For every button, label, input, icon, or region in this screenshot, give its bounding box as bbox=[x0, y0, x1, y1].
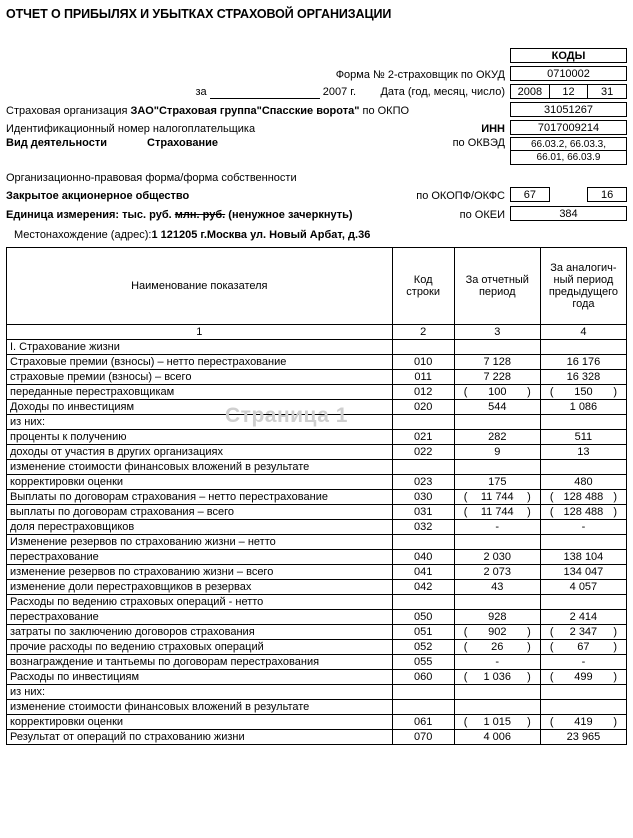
table-row bbox=[7, 475, 627, 490]
opf-label: Организационно-правовая форма/форма собственности bbox=[6, 172, 297, 184]
table-row bbox=[7, 430, 627, 445]
row-code bbox=[392, 415, 454, 430]
table-row bbox=[7, 640, 627, 655]
document-header bbox=[6, 47, 627, 241]
row-previous-value: ( 128 488 ) bbox=[540, 490, 626, 505]
row-label: Выплаты по договорам страхования – нетто перестрахование bbox=[7, 490, 393, 505]
row-code bbox=[392, 595, 454, 610]
row-current-value: 544 bbox=[454, 400, 540, 415]
table-row bbox=[7, 415, 627, 430]
unit-label-note: (ненужное зачеркнуть) bbox=[228, 209, 353, 221]
colnum-2: 2 bbox=[392, 325, 454, 340]
unit-label-strike: млн. руб. bbox=[174, 209, 226, 221]
row-code: 051 bbox=[392, 625, 454, 640]
okei-label: по ОКЕИ bbox=[459, 209, 505, 221]
row-label: из них: bbox=[7, 415, 393, 430]
okved-value-1: 66.03.2, 66.03.3, bbox=[510, 137, 627, 151]
row-label: изменение доли перестраховщиков в резервах bbox=[7, 580, 393, 595]
row-current-value: 175 bbox=[454, 475, 540, 490]
row-label: выплаты по договорам страхования – всего bbox=[7, 505, 393, 520]
row-previous-value: - bbox=[540, 520, 626, 535]
table-row bbox=[7, 505, 627, 520]
col-header-code bbox=[392, 248, 454, 325]
row-label: корректировки оценки bbox=[7, 715, 393, 730]
row-label: изменение стоимости финансовых вложений в результате bbox=[7, 460, 393, 475]
col-header-current bbox=[454, 248, 540, 325]
row-current-value: 7 128 bbox=[454, 355, 540, 370]
table-row bbox=[7, 445, 627, 460]
row-current-value: ( 100 ) bbox=[454, 385, 540, 400]
row-previous-value: - bbox=[540, 655, 626, 670]
date-day: 31 bbox=[588, 84, 627, 99]
col-header-name: Наименование показателя bbox=[7, 248, 393, 325]
row-label: затраты по заключению договоров страхования bbox=[7, 625, 393, 640]
opf-value: Закрытое акционерное общество bbox=[6, 190, 190, 202]
row-previous-value bbox=[540, 535, 626, 550]
table-row bbox=[7, 370, 627, 385]
okud-value: 0710002 bbox=[510, 66, 627, 81]
section-code bbox=[392, 340, 454, 355]
row-label: Доходы по инвестициям bbox=[7, 400, 393, 415]
row-code bbox=[392, 685, 454, 700]
table-row bbox=[7, 550, 627, 565]
row-previous-value: 2 414 bbox=[540, 610, 626, 625]
table-row bbox=[7, 655, 627, 670]
row-current-value: ( 902 ) bbox=[454, 625, 540, 640]
row-previous-value bbox=[540, 685, 626, 700]
row-current-value bbox=[454, 415, 540, 430]
date-month: 12 bbox=[550, 84, 589, 99]
form-okud-label: Форма № 2-страховщик по ОКУД bbox=[335, 69, 505, 81]
row-label: перестрахование bbox=[7, 550, 393, 565]
activity-value: Страхование bbox=[147, 137, 219, 149]
row-previous-value: 134 047 bbox=[540, 565, 626, 580]
row-previous-value: 1 086 bbox=[540, 400, 626, 415]
row-code bbox=[392, 535, 454, 550]
row-current-value: - bbox=[454, 520, 540, 535]
watermark: Страница 1 bbox=[225, 404, 348, 427]
table-row bbox=[7, 580, 627, 595]
row-previous-value bbox=[540, 595, 626, 610]
row-current-value: - bbox=[454, 655, 540, 670]
row-code: 030 bbox=[392, 490, 454, 505]
row-previous-value: 13 bbox=[540, 445, 626, 460]
row-previous-value: ( 499 ) bbox=[540, 670, 626, 685]
col-header-code-line2: строки bbox=[406, 286, 441, 298]
row-code: 010 bbox=[392, 355, 454, 370]
row-label: переданные перестраховщикам bbox=[7, 385, 393, 400]
row-label: Расходы по инвестициям bbox=[7, 670, 393, 685]
row-code: 050 bbox=[392, 610, 454, 625]
row-label: страховые премии (взносы) – всего bbox=[7, 370, 393, 385]
row-current-value bbox=[454, 535, 540, 550]
row-current-value: 282 bbox=[454, 430, 540, 445]
row-label: перестрахование bbox=[7, 610, 393, 625]
row-current-value: ( 1 036 ) bbox=[454, 670, 540, 685]
row-code: 052 bbox=[392, 640, 454, 655]
row-code: 042 bbox=[392, 580, 454, 595]
col-header-prev-line4: года bbox=[572, 298, 595, 310]
row-previous-value bbox=[540, 460, 626, 475]
row-label: Результат от операций по страхованию жизни bbox=[7, 730, 393, 745]
org-label: Страховая организация bbox=[6, 105, 128, 117]
colnum-1: 1 bbox=[7, 325, 393, 340]
row-current-value: ( 1 015 ) bbox=[454, 715, 540, 730]
activity-label: Вид деятельности bbox=[6, 137, 108, 149]
row-previous-value: 16 328 bbox=[540, 370, 626, 385]
okopf-gap bbox=[550, 187, 588, 202]
row-previous-value: ( 128 488 ) bbox=[540, 505, 626, 520]
period-blank bbox=[210, 86, 320, 99]
table-body bbox=[7, 340, 627, 745]
row-label: из них: bbox=[7, 685, 393, 700]
row-label: Изменение резервов по страхованию жизни – нетто bbox=[7, 535, 393, 550]
col-header-current-line2: период bbox=[478, 286, 516, 298]
row-current-value: ( 11 744 ) bbox=[454, 490, 540, 505]
table-row bbox=[7, 490, 627, 505]
table-row bbox=[7, 460, 627, 475]
row-code: 060 bbox=[392, 670, 454, 685]
okei-value: 384 bbox=[510, 206, 627, 221]
row-current-value: 2 030 bbox=[454, 550, 540, 565]
table-header-row bbox=[7, 248, 627, 325]
table-row bbox=[7, 520, 627, 535]
section-title: I. Страхование жизни bbox=[7, 340, 393, 355]
row-current-value: 9 bbox=[454, 445, 540, 460]
row-code: 055 bbox=[392, 655, 454, 670]
row-previous-value: 16 176 bbox=[540, 355, 626, 370]
row-current-value: 43 bbox=[454, 580, 540, 595]
row-code bbox=[392, 460, 454, 475]
row-previous-value: 23 965 bbox=[540, 730, 626, 745]
row-code: 061 bbox=[392, 715, 454, 730]
g-label: г. bbox=[350, 86, 357, 98]
row-label: доходы от участия в других организациях bbox=[7, 445, 393, 460]
table-row bbox=[7, 610, 627, 625]
row-code bbox=[392, 700, 454, 715]
org-name: ЗАО"Страховая группа"Спасские ворота" bbox=[130, 105, 360, 117]
inn-value: 7017009214 bbox=[510, 120, 627, 135]
unit-label: Единица измерения: тыс. руб. bbox=[6, 209, 172, 221]
row-label: прочие расходы по ведению страховых операций bbox=[7, 640, 393, 655]
col-header-prev-line3: предыдущего bbox=[548, 286, 618, 298]
row-previous-value: 4 057 bbox=[540, 580, 626, 595]
table-row bbox=[7, 400, 627, 415]
report-table bbox=[6, 247, 627, 745]
page-title: ОТЧЕТ О ПРИБЫЛЯХ И УБЫТКАХ СТРАХОВОЙ ОРГАНИЗАЦИИ bbox=[6, 7, 392, 21]
row-code: 070 bbox=[392, 730, 454, 745]
col-header-prev-line1: За аналогич- bbox=[550, 262, 617, 274]
row-label: Страховые премии (взносы) – нетто перестрахование bbox=[7, 355, 393, 370]
row-code: 022 bbox=[392, 445, 454, 460]
row-previous-value: ( 2 347 ) bbox=[540, 625, 626, 640]
row-label: изменение стоимости финансовых вложений в результате bbox=[7, 700, 393, 715]
row-label: изменение резервов по страхованию жизни – всего bbox=[7, 565, 393, 580]
table-row bbox=[7, 565, 627, 580]
row-current-value: 928 bbox=[454, 610, 540, 625]
colnum-3: 3 bbox=[454, 325, 540, 340]
section-cur bbox=[454, 340, 540, 355]
table-row bbox=[7, 625, 627, 640]
row-current-value: ( 26 ) bbox=[454, 640, 540, 655]
row-code: 020 bbox=[392, 400, 454, 415]
okpo-value: 31051267 bbox=[510, 102, 627, 117]
row-previous-value bbox=[540, 700, 626, 715]
codes-header: КОДЫ bbox=[510, 48, 627, 63]
row-current-value: 4 006 bbox=[454, 730, 540, 745]
table-row bbox=[7, 715, 627, 730]
date-label: Дата (год, месяц, число) bbox=[380, 86, 505, 98]
table-row bbox=[7, 355, 627, 370]
okopf-value: 67 bbox=[510, 187, 550, 202]
row-code: 041 bbox=[392, 565, 454, 580]
za-label: за bbox=[195, 86, 207, 98]
okfs-value: 16 bbox=[587, 187, 627, 202]
row-label: вознаграждение и тантьемы по договорам перестрахования bbox=[7, 655, 393, 670]
row-label: доля перестраховщиков bbox=[7, 520, 393, 535]
date-year: 2008 bbox=[510, 84, 550, 99]
row-label: корректировки оценки bbox=[7, 475, 393, 490]
col-header-prev-line2: ный период bbox=[553, 274, 614, 286]
inn-short-label: ИНН bbox=[481, 123, 505, 135]
col-header-code-line1: Код bbox=[413, 274, 433, 286]
okopf-label: по ОКОПФ/ОКФС bbox=[416, 190, 505, 202]
address-label: Местонахождение (адрес): bbox=[14, 229, 152, 241]
row-code: 040 bbox=[392, 550, 454, 565]
table-row bbox=[7, 535, 627, 550]
okpo-label: по ОКПО bbox=[362, 105, 410, 117]
okved-label: по ОКВЭД bbox=[452, 137, 505, 149]
address-value: 1 121205 г.Москва ул. Новый Арбат, д.36 bbox=[151, 229, 371, 241]
table-row bbox=[7, 730, 627, 745]
section-prev bbox=[540, 340, 626, 355]
table-row bbox=[7, 700, 627, 715]
row-code: 012 bbox=[392, 385, 454, 400]
row-current-value: ( 11 744 ) bbox=[454, 505, 540, 520]
table-section-row bbox=[7, 340, 627, 355]
colnum-4: 4 bbox=[540, 325, 626, 340]
row-code: 021 bbox=[392, 430, 454, 445]
row-label: проценты к получению bbox=[7, 430, 393, 445]
col-header-previous bbox=[540, 248, 626, 325]
row-current-value: 2 073 bbox=[454, 565, 540, 580]
row-previous-value: 138 104 bbox=[540, 550, 626, 565]
table-row bbox=[7, 595, 627, 610]
table-row bbox=[7, 385, 627, 400]
row-current-value: 7 228 bbox=[454, 370, 540, 385]
row-current-value bbox=[454, 685, 540, 700]
table-row bbox=[7, 670, 627, 685]
row-current-value bbox=[454, 700, 540, 715]
row-label: Расходы по ведению страховых операций - нетто bbox=[7, 595, 393, 610]
row-code: 023 bbox=[392, 475, 454, 490]
row-code: 011 bbox=[392, 370, 454, 385]
row-current-value bbox=[454, 460, 540, 475]
year-value: 2007 bbox=[322, 86, 348, 98]
table-number-row bbox=[7, 325, 627, 340]
row-previous-value: 480 bbox=[540, 475, 626, 490]
row-previous-value: ( 419 ) bbox=[540, 715, 626, 730]
row-previous-value bbox=[540, 415, 626, 430]
row-code: 032 bbox=[392, 520, 454, 535]
row-code: 031 bbox=[392, 505, 454, 520]
inn-label: Идентификационный номер налогоплательщика bbox=[6, 123, 256, 135]
col-header-current-line1: За отчетный bbox=[465, 274, 529, 286]
row-previous-value: ( 67 ) bbox=[540, 640, 626, 655]
table-row bbox=[7, 685, 627, 700]
row-previous-value: 511 bbox=[540, 430, 626, 445]
row-current-value bbox=[454, 595, 540, 610]
row-previous-value: ( 150 ) bbox=[540, 385, 626, 400]
okved-value-2: 66.01, 66.03.9 bbox=[510, 151, 627, 165]
